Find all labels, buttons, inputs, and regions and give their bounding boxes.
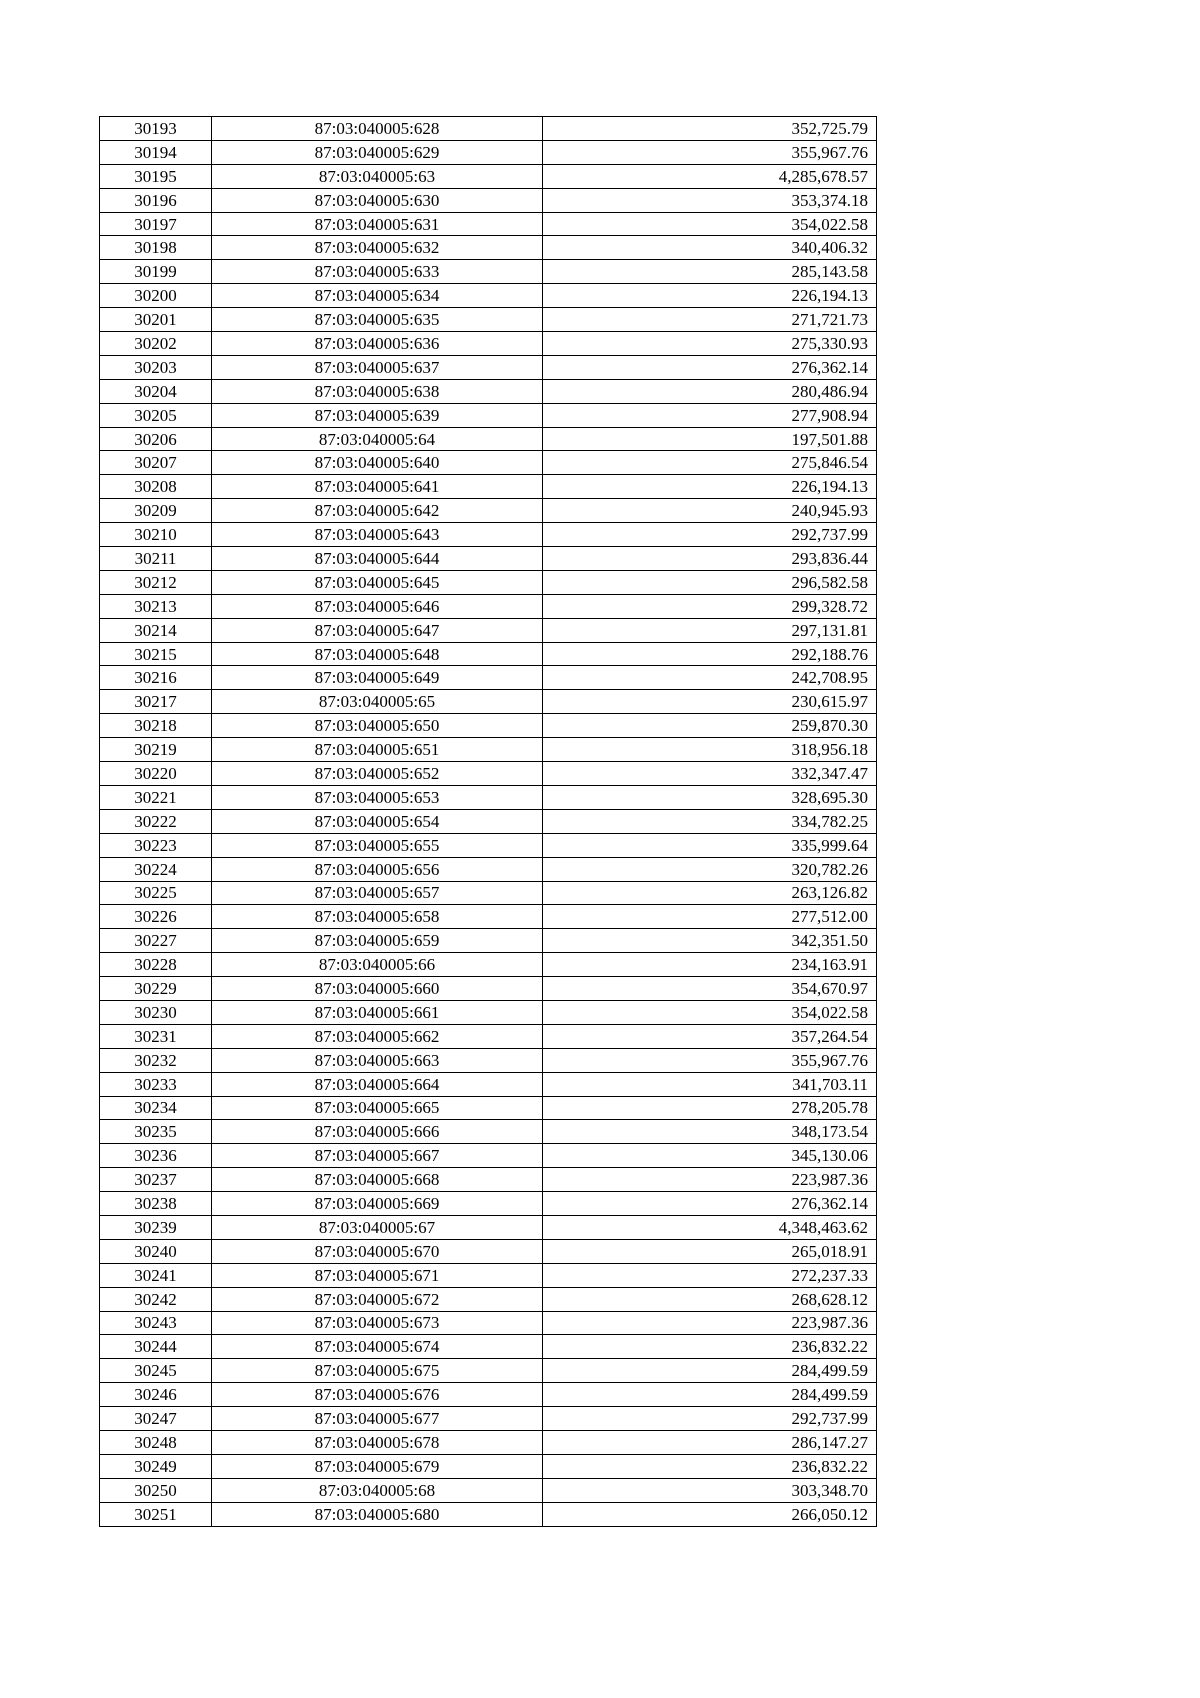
cadastral-number-cell: 87:03:040005:665 [212, 1096, 543, 1120]
cadastral-value-cell: 345,130.06 [543, 1144, 877, 1168]
row-number-cell: 30246 [100, 1383, 212, 1407]
table-row [100, 1407, 877, 1431]
row-number-cell: 30223 [100, 833, 212, 857]
cadastral-value-cell: 348,173.54 [543, 1120, 877, 1144]
row-number-cell: 30250 [100, 1478, 212, 1502]
cadastral-number-cell: 87:03:040005:630 [212, 188, 543, 212]
cadastral-number-cell: 87:03:040005:632 [212, 236, 543, 260]
row-number-cell: 30208 [100, 475, 212, 499]
cadastral-value-cell: 320,782.26 [543, 857, 877, 881]
table-row [100, 1502, 877, 1526]
cadastral-value-cell: 265,018.91 [543, 1239, 877, 1263]
cadastral-number-cell: 87:03:040005:633 [212, 260, 543, 284]
cadastral-value-cell: 292,188.76 [543, 642, 877, 666]
cadastral-number-cell: 87:03:040005:628 [212, 117, 543, 141]
cadastral-value-cell: 352,725.79 [543, 117, 877, 141]
cadastral-number-cell: 87:03:040005:668 [212, 1168, 543, 1192]
cadastral-value-cell: 354,670.97 [543, 977, 877, 1001]
table-row [100, 1048, 877, 1072]
cadastral-number-cell: 87:03:040005:667 [212, 1144, 543, 1168]
table-row [100, 284, 877, 308]
cadastral-value-cell: 354,022.58 [543, 1000, 877, 1024]
cadastral-number-cell: 87:03:040005:654 [212, 809, 543, 833]
row-number-cell: 30227 [100, 929, 212, 953]
table-row [100, 427, 877, 451]
cadastral-value-cell: 286,147.27 [543, 1430, 877, 1454]
cadastral-value-cell: 341,703.11 [543, 1072, 877, 1096]
table-row [100, 1311, 877, 1335]
cadastral-number-cell: 87:03:040005:635 [212, 308, 543, 332]
table-row [100, 714, 877, 738]
cadastral-number-cell: 87:03:040005:655 [212, 833, 543, 857]
row-number-cell: 30215 [100, 642, 212, 666]
table-row [100, 260, 877, 284]
cadastral-number-cell: 87:03:040005:662 [212, 1024, 543, 1048]
cadastral-number-cell: 87:03:040005:664 [212, 1072, 543, 1096]
row-number-cell: 30209 [100, 499, 212, 523]
cadastral-value-cell: 223,987.36 [543, 1168, 877, 1192]
cadastral-number-cell: 87:03:040005:646 [212, 594, 543, 618]
row-number-cell: 30213 [100, 594, 212, 618]
row-number-cell: 30195 [100, 164, 212, 188]
cadastral-value-cell: 230,615.97 [543, 690, 877, 714]
cadastral-number-cell: 87:03:040005:648 [212, 642, 543, 666]
cadastral-number-cell: 87:03:040005:677 [212, 1407, 543, 1431]
cadastral-value-cell: 354,022.58 [543, 212, 877, 236]
cadastral-value-cell: 242,708.95 [543, 666, 877, 690]
row-number-cell: 30235 [100, 1120, 212, 1144]
row-number-cell: 30237 [100, 1168, 212, 1192]
cadastral-value-cell: 275,846.54 [543, 451, 877, 475]
row-number-cell: 30238 [100, 1192, 212, 1216]
cadastral-value-cell: 292,737.99 [543, 523, 877, 547]
cadastral-value-cell: 275,330.93 [543, 332, 877, 356]
cadastral-value-cell: 334,782.25 [543, 809, 877, 833]
table-row [100, 140, 877, 164]
cadastral-number-cell: 87:03:040005:629 [212, 140, 543, 164]
cadastral-value-cell: 293,836.44 [543, 547, 877, 571]
cadastral-number-cell: 87:03:040005:656 [212, 857, 543, 881]
row-number-cell: 30247 [100, 1407, 212, 1431]
table-body [100, 117, 877, 1527]
row-number-cell: 30248 [100, 1430, 212, 1454]
cadastral-number-cell: 87:03:040005:639 [212, 403, 543, 427]
table-row [100, 785, 877, 809]
cadastral-number-cell: 87:03:040005:650 [212, 714, 543, 738]
row-number-cell: 30201 [100, 308, 212, 332]
row-number-cell: 30219 [100, 738, 212, 762]
row-number-cell: 30212 [100, 570, 212, 594]
table-row [100, 1454, 877, 1478]
row-number-cell: 30204 [100, 379, 212, 403]
cadastral-value-cell: 335,999.64 [543, 833, 877, 857]
cadastral-number-cell: 87:03:040005:660 [212, 977, 543, 1001]
cadastral-value-cell: 278,205.78 [543, 1096, 877, 1120]
cadastral-number-cell: 87:03:040005:63 [212, 164, 543, 188]
table-row [100, 905, 877, 929]
cadastral-value-cell: 276,362.14 [543, 1192, 877, 1216]
table-row [100, 523, 877, 547]
table-row [100, 738, 877, 762]
table-row [100, 762, 877, 786]
cadastral-value-cell: 223,987.36 [543, 1311, 877, 1335]
table-row [100, 1430, 877, 1454]
cadastral-number-cell: 87:03:040005:680 [212, 1502, 543, 1526]
cadastral-number-cell: 87:03:040005:649 [212, 666, 543, 690]
cadastral-number-cell: 87:03:040005:663 [212, 1048, 543, 1072]
row-number-cell: 30244 [100, 1335, 212, 1359]
table-row [100, 953, 877, 977]
row-number-cell: 30251 [100, 1502, 212, 1526]
table-row [100, 1383, 877, 1407]
row-number-cell: 30230 [100, 1000, 212, 1024]
table-row [100, 1215, 877, 1239]
table-row [100, 1335, 877, 1359]
cadastral-value-cell: 277,908.94 [543, 403, 877, 427]
table-row [100, 355, 877, 379]
cadastral-number-cell: 87:03:040005:644 [212, 547, 543, 571]
table-row [100, 977, 877, 1001]
cadastral-value-cell: 296,582.58 [543, 570, 877, 594]
cadastral-value-cell: 299,328.72 [543, 594, 877, 618]
cadastral-number-cell: 87:03:040005:674 [212, 1335, 543, 1359]
table-row [100, 833, 877, 857]
cadastral-number-cell: 87:03:040005:651 [212, 738, 543, 762]
cadastral-value-cell: 236,832.22 [543, 1454, 877, 1478]
table-row [100, 690, 877, 714]
row-number-cell: 30221 [100, 785, 212, 809]
cadastral-number-cell: 87:03:040005:675 [212, 1359, 543, 1383]
row-number-cell: 30202 [100, 332, 212, 356]
table-row [100, 1287, 877, 1311]
row-number-cell: 30194 [100, 140, 212, 164]
cadastral-value-cell: 340,406.32 [543, 236, 877, 260]
row-number-cell: 30196 [100, 188, 212, 212]
cadastral-value-cell: 4,285,678.57 [543, 164, 877, 188]
cadastral-value-cell: 357,264.54 [543, 1024, 877, 1048]
table-row [100, 642, 877, 666]
table-row [100, 164, 877, 188]
table-row [100, 236, 877, 260]
cadastral-number-cell: 87:03:040005:679 [212, 1454, 543, 1478]
cadastral-value-cell: 284,499.59 [543, 1383, 877, 1407]
row-number-cell: 30236 [100, 1144, 212, 1168]
cadastral-value-cell: 226,194.13 [543, 284, 877, 308]
cadastral-number-cell: 87:03:040005:652 [212, 762, 543, 786]
row-number-cell: 30216 [100, 666, 212, 690]
cadastral-number-cell: 87:03:040005:65 [212, 690, 543, 714]
table-row [100, 1000, 877, 1024]
row-number-cell: 30234 [100, 1096, 212, 1120]
table-row [100, 212, 877, 236]
cadastral-value-cell: 197,501.88 [543, 427, 877, 451]
cadastral-number-cell: 87:03:040005:67 [212, 1215, 543, 1239]
cadastral-value-cell: 234,163.91 [543, 953, 877, 977]
cadastral-value-cell: 276,362.14 [543, 355, 877, 379]
cadastral-number-cell: 87:03:040005:653 [212, 785, 543, 809]
row-number-cell: 30200 [100, 284, 212, 308]
cadastral-number-cell: 87:03:040005:66 [212, 953, 543, 977]
cadastral-value-cell: 271,721.73 [543, 308, 877, 332]
cadastral-value-cell: 355,967.76 [543, 1048, 877, 1072]
row-number-cell: 30226 [100, 905, 212, 929]
cadastral-value-cell: 285,143.58 [543, 260, 877, 284]
cadastral-value-cell: 353,374.18 [543, 188, 877, 212]
cadastral-value-cell: 240,945.93 [543, 499, 877, 523]
row-number-cell: 30203 [100, 355, 212, 379]
cadastral-number-cell: 87:03:040005:645 [212, 570, 543, 594]
row-number-cell: 30218 [100, 714, 212, 738]
table-row [100, 188, 877, 212]
table-row [100, 308, 877, 332]
cadastral-value-cell: 266,050.12 [543, 1502, 877, 1526]
table-row [100, 809, 877, 833]
table-row [100, 618, 877, 642]
row-number-cell: 30214 [100, 618, 212, 642]
cadastral-number-cell: 87:03:040005:647 [212, 618, 543, 642]
cadastral-number-cell: 87:03:040005:642 [212, 499, 543, 523]
cadastral-number-cell: 87:03:040005:641 [212, 475, 543, 499]
cadastral-number-cell: 87:03:040005:634 [212, 284, 543, 308]
cadastral-value-cell: 268,628.12 [543, 1287, 877, 1311]
row-number-cell: 30231 [100, 1024, 212, 1048]
cadastral-value-cell: 277,512.00 [543, 905, 877, 929]
table-row [100, 1239, 877, 1263]
table-row [100, 1478, 877, 1502]
table-row [100, 570, 877, 594]
cadastral-value-cell: 355,967.76 [543, 140, 877, 164]
row-number-cell: 30233 [100, 1072, 212, 1096]
cadastral-number-cell: 87:03:040005:637 [212, 355, 543, 379]
cadastral-value-cell: 318,956.18 [543, 738, 877, 762]
table-row [100, 1168, 877, 1192]
cadastral-value-cell: 280,486.94 [543, 379, 877, 403]
cadastral-number-cell: 87:03:040005:68 [212, 1478, 543, 1502]
row-number-cell: 30199 [100, 260, 212, 284]
row-number-cell: 30220 [100, 762, 212, 786]
cadastral-number-cell: 87:03:040005:678 [212, 1430, 543, 1454]
cadastral-number-cell: 87:03:040005:636 [212, 332, 543, 356]
cadastral-value-table [99, 116, 877, 1527]
cadastral-number-cell: 87:03:040005:64 [212, 427, 543, 451]
table-row [100, 547, 877, 571]
table-row [100, 1120, 877, 1144]
cadastral-value-cell: 236,832.22 [543, 1335, 877, 1359]
table-row [100, 1096, 877, 1120]
cadastral-number-cell: 87:03:040005:661 [212, 1000, 543, 1024]
row-number-cell: 30243 [100, 1311, 212, 1335]
cadastral-value-cell: 292,737.99 [543, 1407, 877, 1431]
cadastral-value-cell: 332,347.47 [543, 762, 877, 786]
cadastral-number-cell: 87:03:040005:669 [212, 1192, 543, 1216]
cadastral-value-cell: 328,695.30 [543, 785, 877, 809]
row-number-cell: 30222 [100, 809, 212, 833]
table-row [100, 451, 877, 475]
row-number-cell: 30198 [100, 236, 212, 260]
table-row [100, 332, 877, 356]
table-row [100, 666, 877, 690]
cadastral-value-cell: 259,870.30 [543, 714, 877, 738]
row-number-cell: 30193 [100, 117, 212, 141]
cadastral-number-cell: 87:03:040005:640 [212, 451, 543, 475]
table-row [100, 1024, 877, 1048]
row-number-cell: 30217 [100, 690, 212, 714]
row-number-cell: 30232 [100, 1048, 212, 1072]
table-row [100, 403, 877, 427]
cadastral-number-cell: 87:03:040005:638 [212, 379, 543, 403]
row-number-cell: 30210 [100, 523, 212, 547]
cadastral-number-cell: 87:03:040005:671 [212, 1263, 543, 1287]
row-number-cell: 30249 [100, 1454, 212, 1478]
row-number-cell: 30242 [100, 1287, 212, 1311]
table-row [100, 881, 877, 905]
table-row [100, 594, 877, 618]
table-row [100, 117, 877, 141]
table-row [100, 499, 877, 523]
table-row [100, 475, 877, 499]
cadastral-number-cell: 87:03:040005:673 [212, 1311, 543, 1335]
cadastral-value-cell: 284,499.59 [543, 1359, 877, 1383]
cadastral-number-cell: 87:03:040005:643 [212, 523, 543, 547]
table-row [100, 857, 877, 881]
cadastral-number-cell: 87:03:040005:659 [212, 929, 543, 953]
cadastral-number-cell: 87:03:040005:676 [212, 1383, 543, 1407]
row-number-cell: 30205 [100, 403, 212, 427]
row-number-cell: 30225 [100, 881, 212, 905]
row-number-cell: 30228 [100, 953, 212, 977]
row-number-cell: 30239 [100, 1215, 212, 1239]
cadastral-value-cell: 342,351.50 [543, 929, 877, 953]
cadastral-number-cell: 87:03:040005:658 [212, 905, 543, 929]
cadastral-number-cell: 87:03:040005:670 [212, 1239, 543, 1263]
cadastral-value-cell: 4,348,463.62 [543, 1215, 877, 1239]
row-number-cell: 30211 [100, 547, 212, 571]
table-row [100, 1144, 877, 1168]
table-row [100, 379, 877, 403]
cadastral-value-cell: 303,348.70 [543, 1478, 877, 1502]
cadastral-number-cell: 87:03:040005:666 [212, 1120, 543, 1144]
table-row [100, 1263, 877, 1287]
row-number-cell: 30229 [100, 977, 212, 1001]
row-number-cell: 30241 [100, 1263, 212, 1287]
cadastral-number-cell: 87:03:040005:631 [212, 212, 543, 236]
cadastral-value-cell: 297,131.81 [543, 618, 877, 642]
cadastral-number-cell: 87:03:040005:672 [212, 1287, 543, 1311]
row-number-cell: 30245 [100, 1359, 212, 1383]
row-number-cell: 30206 [100, 427, 212, 451]
row-number-cell: 30197 [100, 212, 212, 236]
row-number-cell: 30207 [100, 451, 212, 475]
row-number-cell: 30240 [100, 1239, 212, 1263]
cadastral-value-cell: 263,126.82 [543, 881, 877, 905]
table-row [100, 1192, 877, 1216]
cadastral-value-cell: 226,194.13 [543, 475, 877, 499]
cadastral-number-cell: 87:03:040005:657 [212, 881, 543, 905]
table-row [100, 1072, 877, 1096]
table-row [100, 929, 877, 953]
table-row [100, 1359, 877, 1383]
row-number-cell: 30224 [100, 857, 212, 881]
cadastral-value-cell: 272,237.33 [543, 1263, 877, 1287]
